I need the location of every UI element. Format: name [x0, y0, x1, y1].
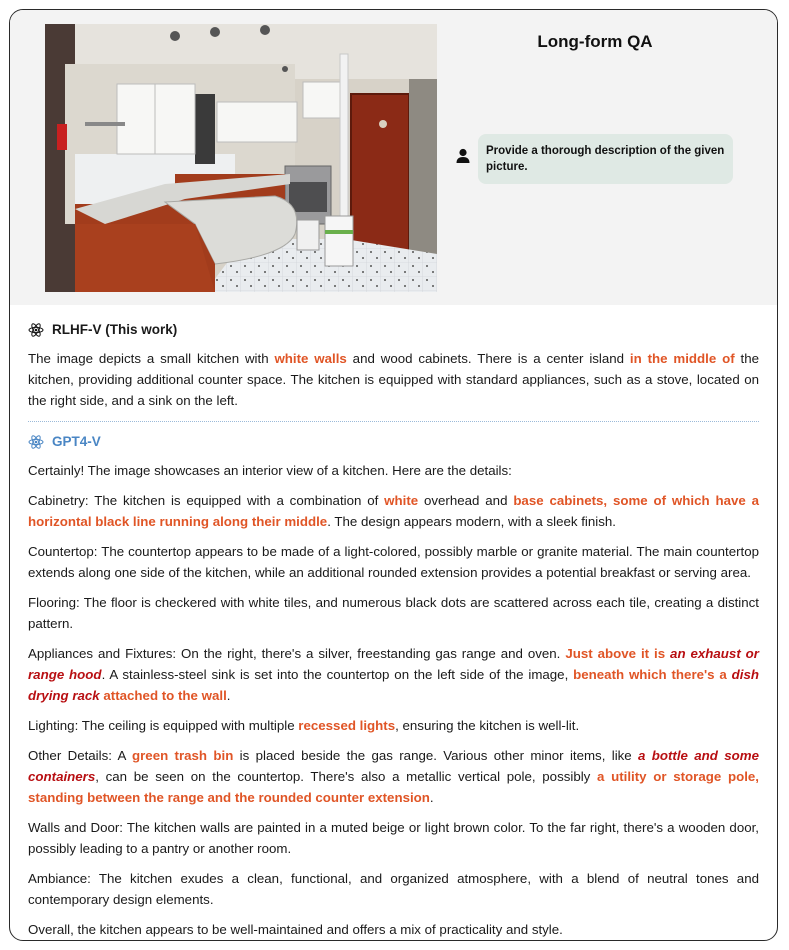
rlhfv-name: RLHF-V (This work) [52, 322, 178, 337]
gpt4v-walls-door: Walls and Door: The kitchen walls are painted in a muted beige or light brown color. To the far right, there's a wooden door, possibly leading to a pantry or another room. [28, 820, 759, 856]
text-run: . [429, 790, 434, 805]
gpt4v-cabinetry [28, 490, 759, 532]
hallucination-text: an exhaust or range hood [28, 646, 759, 682]
highlight-text: attached to the wall [99, 688, 227, 703]
gpt4v-flooring: Flooring: The floor is checkered with white tiles, and numerous black dots are scattered across each tile, creating a distinct pattern. [28, 595, 759, 631]
gpt4v-section [28, 431, 759, 941]
gpt4v-countertop: Countertop: The countertop appears to be made of a light-colored, possibly marble or granite material. The main countertop extends along one side of the kitchen, while an additional rounded extension provides a potential breakfast or serving area. [28, 544, 759, 580]
highlight-text: white walls [274, 351, 347, 366]
text-run: overhead and [418, 493, 514, 508]
task-title: Long-form QA [537, 32, 653, 51]
rlhfv-section [28, 319, 759, 420]
gpt4v-other-details [28, 745, 759, 808]
highlight-text: beneath which there's a [573, 667, 732, 682]
user-icon [455, 148, 471, 164]
text-run: , ensuring the kitchen is well-lit. [395, 718, 580, 733]
highlight-text: white [384, 493, 419, 508]
gpt4v-intro: Certainly! The image showcases an interior view of a kitchen. Here are the details: [28, 463, 512, 478]
text-run: . [226, 688, 231, 703]
hallucination-text: dish drying rack [28, 667, 760, 703]
gpt4v-ambiance: Ambiance: The kitchen exudes a clean, functional, and organized atmosphere, with a blend of neutral tones and contemporary design elements. [28, 871, 759, 907]
text-run: the kitchen, providing additional counter space. The kitchen is equipped with standard appliances, such as a stove, located on the right side, and a sink on the left. [28, 351, 759, 408]
gpt4v-name: GPT4-V [52, 434, 101, 449]
gpt4v-overall: Overall, the kitchen appears to be well-maintained and offers a mix of practicality and style. [28, 922, 563, 937]
highlight-text: base cabinets, some of which have a horizontal black line running along their middle [28, 493, 759, 529]
text-run: Appliances and Fixtures: On the right, there's a silver, freestanding gas range and oven. [28, 646, 566, 661]
gpt4v-header [28, 431, 759, 452]
figure-card [9, 9, 778, 941]
atom-icon [28, 322, 44, 338]
highlight-text: in the middle of [629, 351, 735, 366]
question-panel [10, 10, 777, 305]
atom-icon [28, 434, 44, 450]
kitchen-photo [45, 24, 437, 292]
text-run: and wood cabinets. There is a center island [346, 351, 630, 366]
text-run: The image depicts a small kitchen with [28, 351, 275, 366]
highlight-text: recessed lights [298, 718, 396, 733]
text-run: . A stainless-steel sink is set into the countertop on the left side of the image, [101, 667, 574, 682]
text-run: is placed beside the gas range. Various other minor items, like [233, 748, 639, 763]
question-bubble: Provide a thorough description of the given picture. [478, 134, 733, 184]
gpt4v-appliances [28, 643, 759, 706]
hallucination-text: a bottle and some containers [28, 748, 759, 784]
text-run: , can be seen on the countertop. There's also a metallic vertical pole, possibly [95, 769, 598, 784]
section-divider [28, 421, 759, 422]
highlight-text: a utility or storage pole, standing between the range and the rounded counter extension [28, 769, 759, 805]
text-run: Cabinetry: The kitchen is equipped with a combination of [28, 493, 385, 508]
text-run: Lighting: The ceiling is equipped with multiple [28, 718, 299, 733]
gpt4v-lighting [28, 715, 759, 736]
rlhfv-header [28, 319, 759, 340]
highlight-text: green trash bin [132, 748, 234, 763]
highlight-text: Just above it is [565, 646, 671, 661]
rlhfv-answer [28, 348, 759, 411]
text-run: Other Details: A [28, 748, 132, 763]
text-run: . The design appears modern, with a sleek finish. [327, 514, 616, 529]
